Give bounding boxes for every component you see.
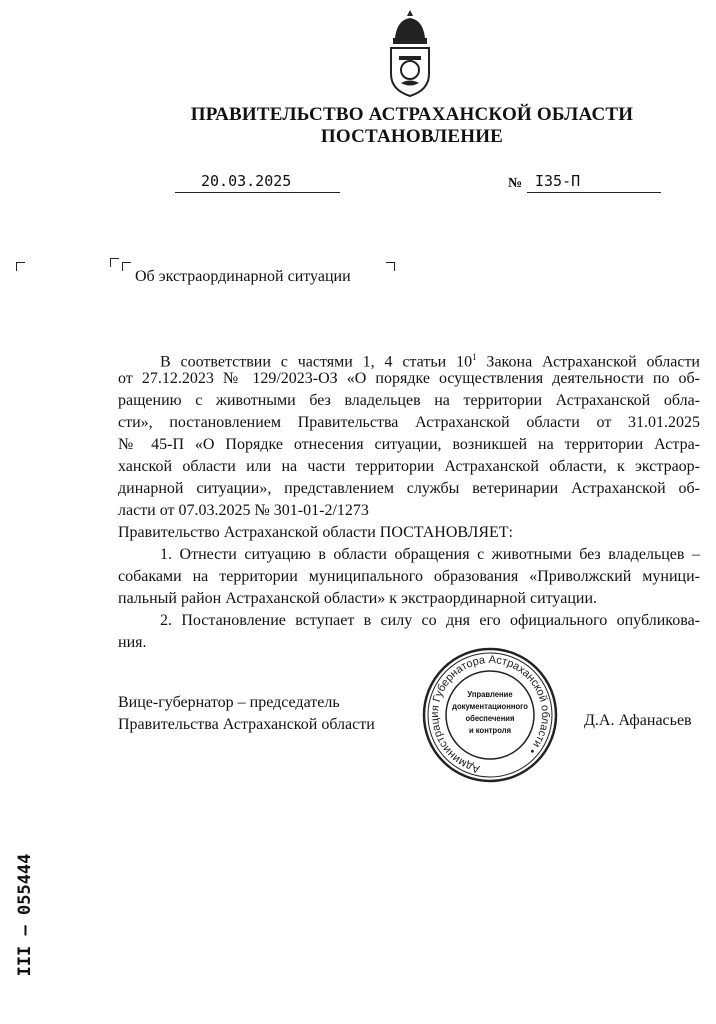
body-line: от 27.12.2023 № 129/2023-ОЗ «О порядке осуществления деятельности по об- xyxy=(118,370,700,387)
corner-mark-subject-start-2 xyxy=(122,262,131,271)
number-sign: № xyxy=(508,176,523,191)
date-field xyxy=(175,172,340,193)
body-line: динарной ситуации», представлением службы ветеринарии Астраханской об- xyxy=(118,480,700,497)
corner-mark-left xyxy=(16,262,25,271)
svg-text:Администрация Губернатора Астр: Администрация Губернатора Астраханской области • xyxy=(429,653,552,775)
superscript: 1 xyxy=(472,352,477,362)
org-title: ПРАВИТЕЛЬСТВО АСТРАХАНСКОЙ ОБЛАСТИ xyxy=(190,104,634,125)
body-line: № 45-П «О Порядке отнесения ситуации, возникшей на территории Астра- xyxy=(118,436,700,453)
serial-number: III – 055444 xyxy=(15,853,35,977)
body-line: ханской области или на части территории Астраханской области, к экстраор- xyxy=(118,458,700,475)
clause-1-line: собаками на территории муниципального образования «Приволжский муници- xyxy=(118,568,700,585)
signatory-position: Вице-губернатор – председатель Правительства Астраханской области xyxy=(118,694,375,733)
body-line: ращению с животными без владельцев на территории Астраханской обла- xyxy=(118,392,700,409)
clause-2: 2. Постановление вступает в силу со дня его официального опубликова- xyxy=(160,612,700,629)
signatory-name: Д.А. Афанасьев xyxy=(584,712,692,729)
number-field xyxy=(527,172,661,193)
stamp-center-text: Управление документационного обеспечения и контроля xyxy=(452,689,528,735)
clause-2-line: ния. xyxy=(118,634,147,651)
clause-1: 1. Отнести ситуацию в области обращения с животными без владельцев – xyxy=(160,546,700,563)
resolution-line: Правительство Астраханской области ПОСТАНОВЛЯЕТ: xyxy=(118,524,513,541)
body-line: В соответствии с частями 1, 4 статьи $10^1$ Закона Астраханской области xyxy=(160,352,700,371)
coat-of-arms-emblem xyxy=(385,8,435,98)
official-stamp xyxy=(420,645,560,785)
document-date: 20.03.2025 xyxy=(201,172,292,190)
corner-mark-subject-start xyxy=(110,258,119,267)
body-line: ласти от 07.03.2025 № 301-01-2/1273 xyxy=(118,502,369,519)
doc-type-title: ПОСТАНОВЛЕНИЕ xyxy=(320,126,504,147)
subject-line: Об экстраординарной ситуации xyxy=(135,268,351,285)
document-number: I35-П xyxy=(535,172,581,190)
corner-mark-subject-end xyxy=(386,262,395,271)
clause-1-line: пальный район Астраханской области» к экстраординарной ситуации. xyxy=(118,590,598,607)
body-line: сти», постановлением Правительства Астраханской области от 31.01.2025 xyxy=(118,414,700,431)
